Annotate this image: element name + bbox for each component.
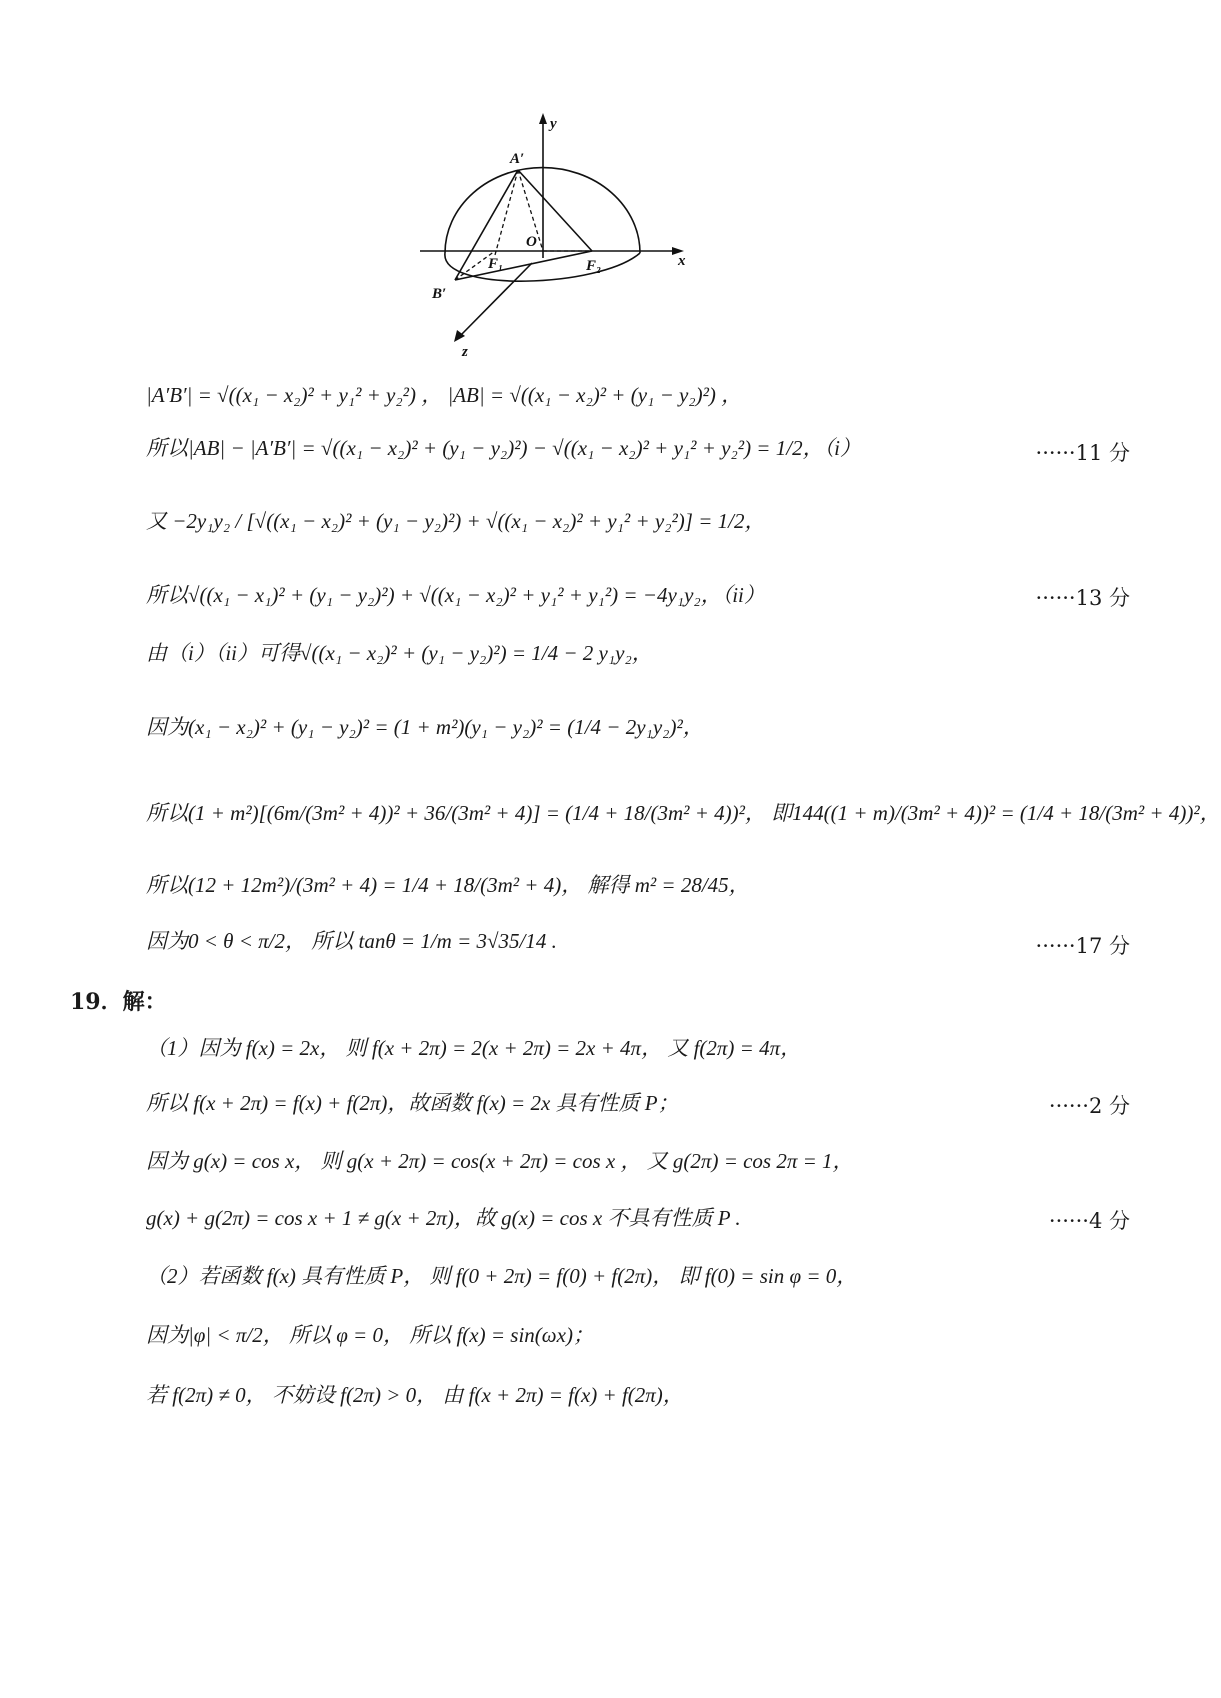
solution-line: 因为(x₁ − x₂)² + (y₁ − y₂)² = (1 + m²)(y₁ − y₂)² = (1/4 − 2y₁y₂)²，	[146, 715, 704, 739]
solution-line: |A′B′| = √((x₁ − x₂)² + y₁² + y₂²) ， |AB| = √((x₁ − x₂)² + (y₁ − y₂)²) ，	[146, 383, 743, 407]
label-y: y	[550, 116, 557, 132]
label-a-prime: A′	[510, 151, 525, 167]
label-o: O	[526, 234, 537, 250]
score-mark: ······13 分	[1035, 586, 1130, 610]
solution-line: 所以 f(x + 2π) = f(x) + f(2π)，故函数 f(x) = 2x 具有性质 P；	[146, 1091, 679, 1115]
solution-line: （2）若函数 f(x) 具有性质 P， 则 f(0 + 2π) = f(0) + f(2π)， 即 f(0) = sin φ = 0，	[146, 1264, 858, 1288]
problem-19-heading: 19．解：	[70, 989, 167, 1015]
solution-line: 因为 g(x) = cos x， 则 g(x + 2π) = cos(x + 2π) = cos x ， 又 g(2π) = cos 2π = 1，	[146, 1149, 854, 1173]
solution-line: 所以√((x₁ − x₁)² + (y₁ − y₂)²) + √((x₁ − x₂)² + y₁² + y₁²) = −4y₁y₂，（ii）	[146, 583, 765, 607]
label-f2: F₂	[586, 258, 602, 274]
label-f1: F₁	[488, 256, 504, 272]
solution-line: g(x) + g(2π) = cos x + 1 ≠ g(x + 2π)，故 g(x) = cos x 不具有性质 P .	[146, 1206, 741, 1230]
score-mark: ······4 分	[1048, 1209, 1130, 1233]
score-mark: ······11 分	[1035, 441, 1130, 465]
solution-line: 所以(12 + 12m²)/(3m² + 4) = 1/4 + 18/(3m² + 4)， 解得 m² = 28/45，	[146, 873, 750, 897]
score-mark: ······2 分	[1048, 1094, 1130, 1118]
solution-line: 所以(1 + m²)[(6m/(3m² + 4))² + 36/(3m² + 4)] = (1/4 + 18/(3m² + 4))²， 即144((1 + m)/(3m² + 4))² = (1/4 + 18/(3m² + 4))²，	[146, 801, 1221, 825]
solution-line: 因为|φ| < π/2， 所以 φ = 0， 所以 f(x) = sin(ωx)；	[146, 1323, 594, 1347]
solution-line: 因为0 < θ < π/2， 所以 tanθ = 1/m = 3√35/14 .	[146, 929, 557, 953]
solution-line: 由（i）（ii）可得√((x₁ − x₂)² + (y₁ − y₂)²) = 1/4 − 2 y₁y₂，	[146, 641, 653, 665]
ellipse-3d-figure	[432, 108, 770, 388]
label-x: x	[678, 253, 686, 269]
solution-line: 所以|AB| − |A′B′| = √((x₁ − x₂)² + (y₁ − y₂)²) − √((x₁ − x₂)² + y₁² + y₂²) = 1/2，（i）	[146, 436, 861, 460]
z-axis	[460, 263, 532, 336]
label-z: z	[462, 344, 468, 360]
score-mark: ······17 分	[1035, 934, 1130, 958]
solution-line: 又 −2y₁y₂ / [√((x₁ − x₂)² + (y₁ − y₂)²) + √((x₁ − x₂)² + y₁² + y₂²)] = 1/2，	[146, 509, 766, 533]
solution-line: （1）因为 f(x) = 2x， 则 f(x + 2π) = 2(x + 2π) = 2x + 4π， 又 f(2π) = 4π，	[146, 1036, 802, 1060]
label-b-prime: B′	[432, 286, 447, 302]
solution-line: 若 f(2π) ≠ 0， 不妨设 f(2π) > 0， 由 f(x + 2π) = f(x) + f(2π)，	[146, 1383, 684, 1407]
